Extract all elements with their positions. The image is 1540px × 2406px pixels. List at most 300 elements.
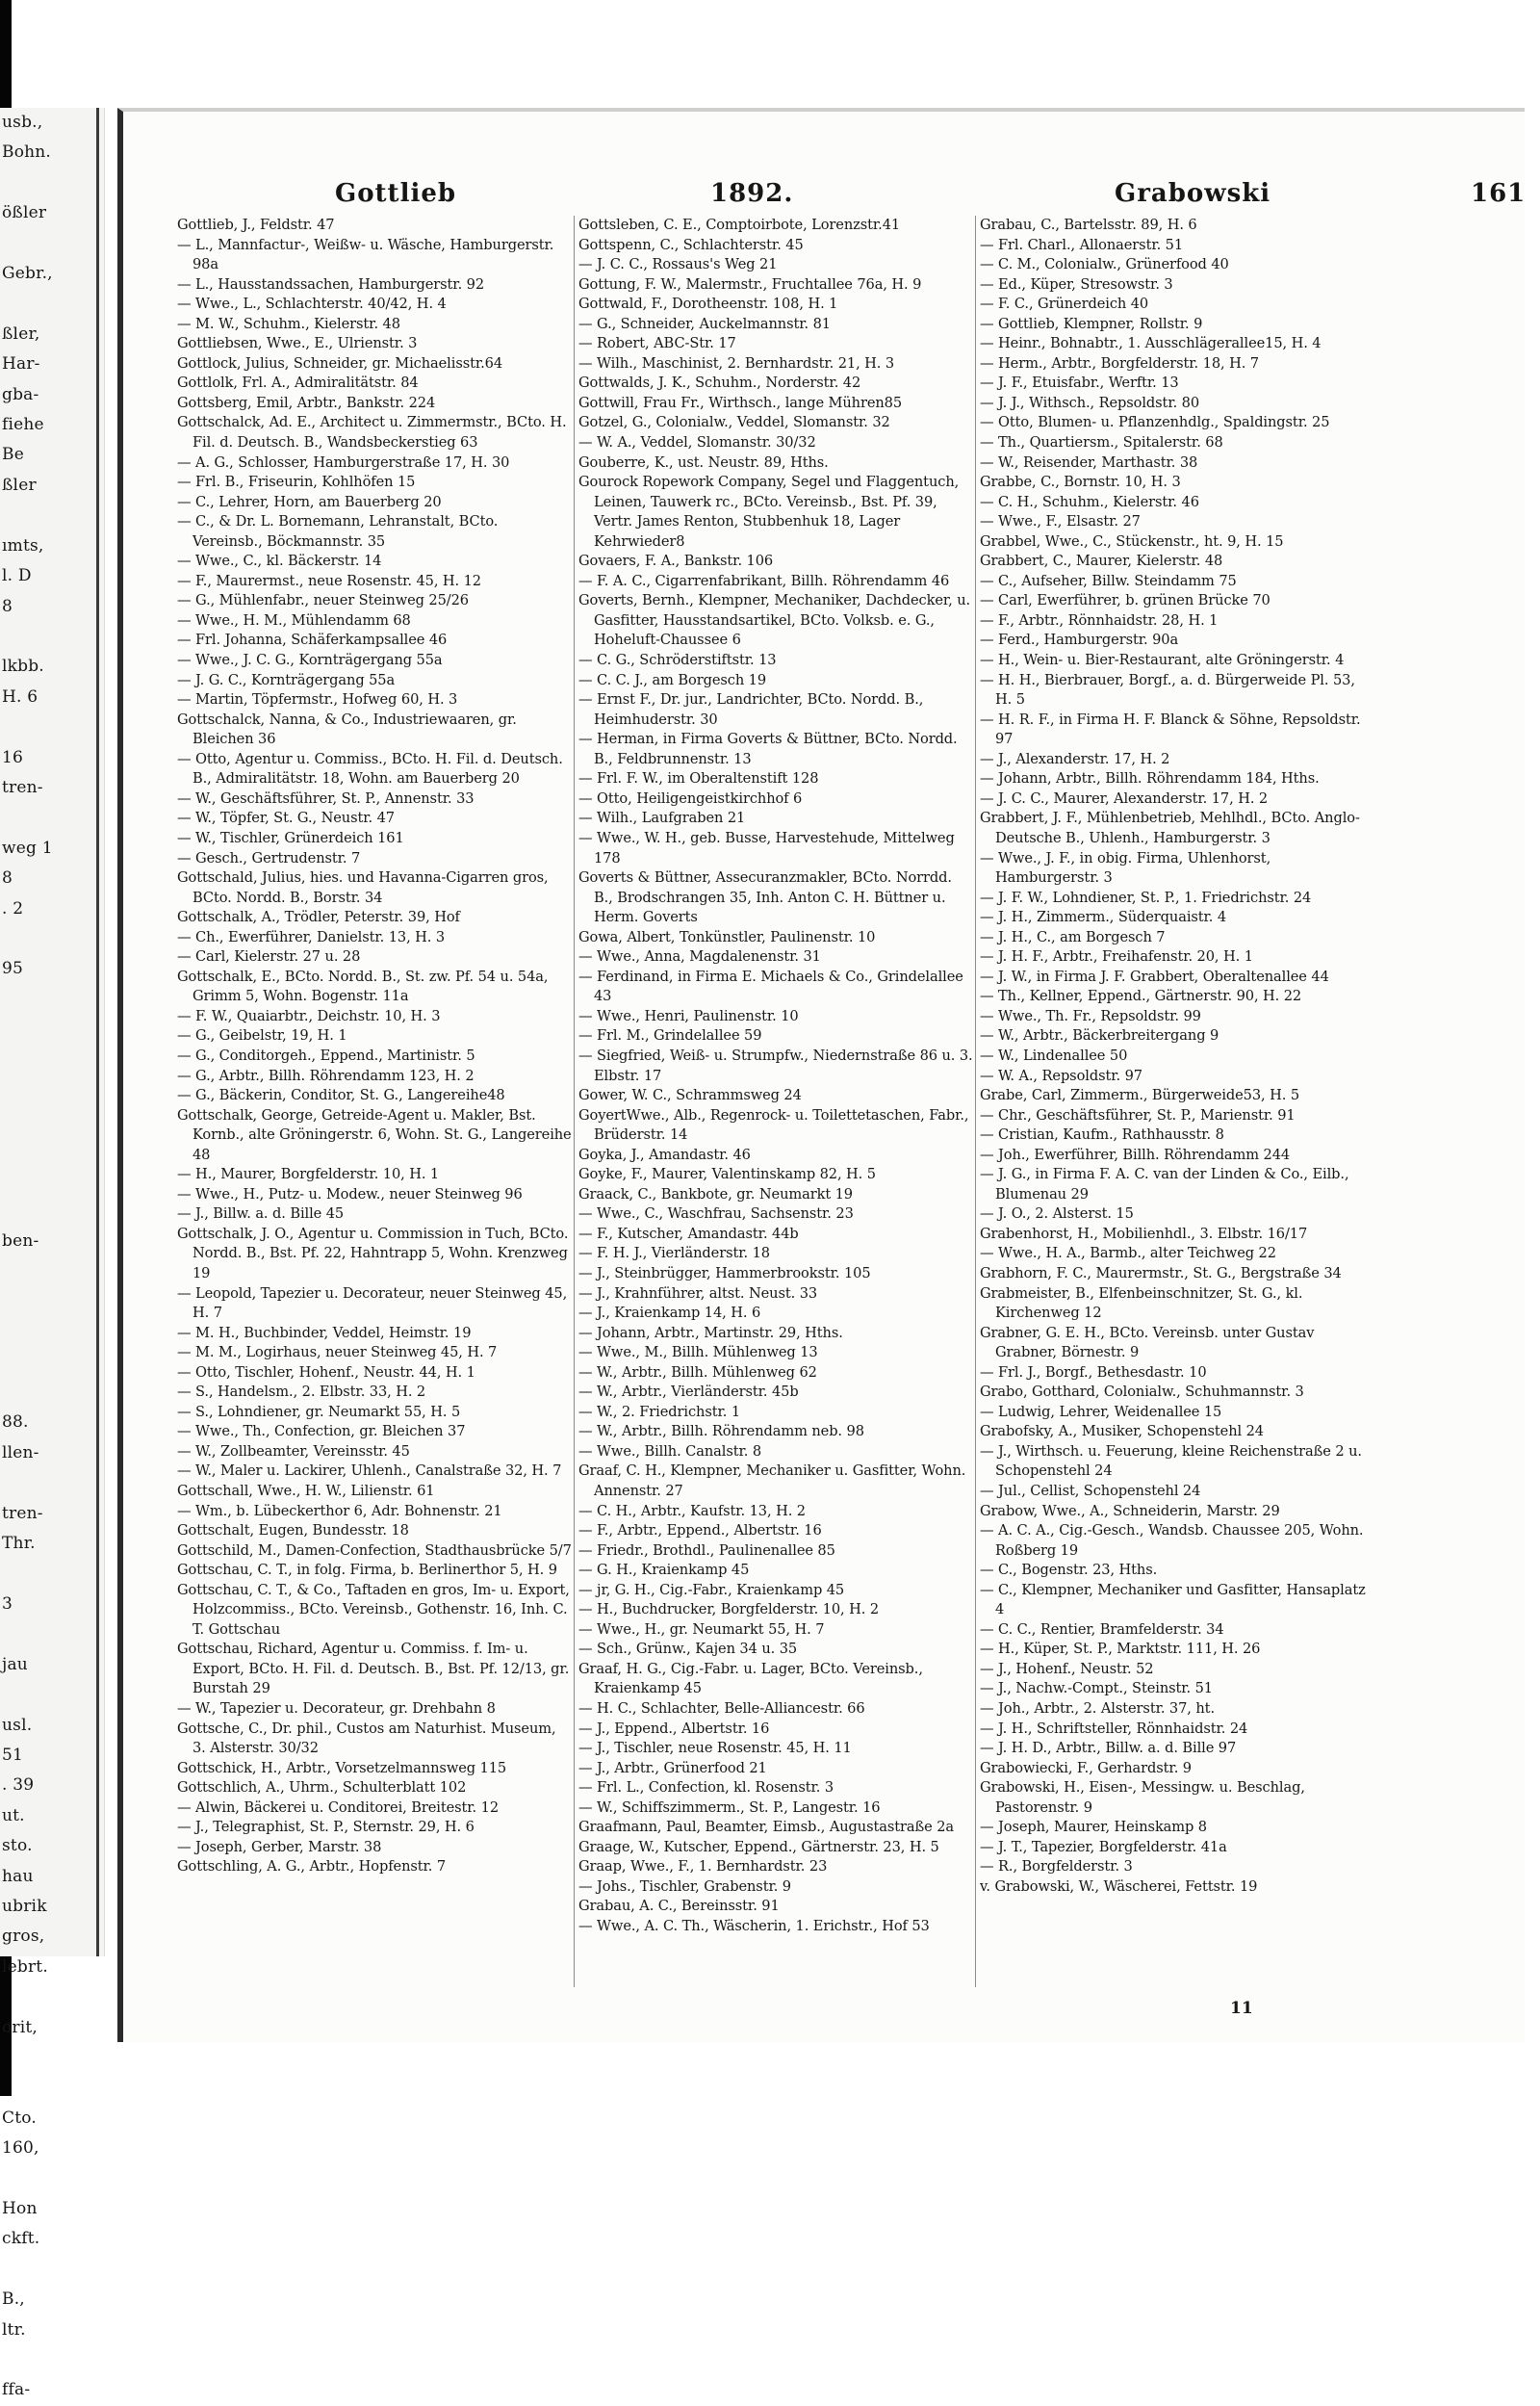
previous-page-fragment	[0, 1560, 104, 1590]
directory-entry: Govaers, F. A., Bankstr. 106	[578, 553, 774, 570]
directory-entry: — J. J., Withsch., Repsoldstr. 80	[980, 394, 1200, 411]
previous-page-fragment: tren-	[2, 1503, 43, 1523]
directory-entry: — J., Telegraphist, St. P., Sternstr. 29, H. 6	[177, 1819, 475, 1836]
directory-entry: — Johann, Arbtr., Martinstr. 29, Hths.	[578, 1324, 843, 1341]
directory-entry: Gottschalk, George, Getreide-Agent u. Makler, Bst. Kornb., alte Gröningerstr. 6, Wohn. St. G., Langereihe 48	[177, 1106, 572, 1163]
directory-entry: Graage, W., Kutscher, Eppend., Gärtnerstr. 23, H. 5	[578, 1838, 939, 1855]
directory-entry: — H. R. F., in Firma H. F. Blanck & Söhne, Repsoldstr. 97	[980, 711, 1361, 748]
previous-page-fragment: ben-	[2, 1231, 39, 1252]
previous-page-fragment	[0, 2073, 104, 2103]
previous-page-fragment: . 2	[2, 898, 24, 918]
directory-entry: Gourock Ropework Company, Segel und Flaggentuch, Leinen, Tauwerk rc., BCto. Vereinsb., Bst. Pf. 39, Vertr. James Renton, Stubbenhuk 18, Lager Kehrwieder8	[578, 474, 960, 550]
directory-entry: — W., Töpfer, St. G., Neustr. 47	[177, 810, 395, 827]
directory-entry: — W., 2. Friedrichstr. 1	[578, 1403, 741, 1420]
previous-page-fragment	[0, 1136, 104, 1166]
directory-entry: — Johann, Arbtr., Billh. Röhrendamm 184, Hths.	[980, 770, 1320, 788]
previous-page-fragment: 88.	[2, 1412, 29, 1433]
directory-entry: — F., Kutscher, Amandastr. 44b	[578, 1225, 799, 1242]
directory-entry: — Wwe., H., Putz- u. Modew., neuer Steinweg 96	[177, 1185, 523, 1203]
directory-entry: — Alwin, Bäckerei u. Conditorei, Breitestr. 12	[177, 1798, 499, 1816]
previous-page-fragment: usb.,	[2, 113, 43, 132]
previous-page-fragment	[0, 1378, 104, 1408]
column-divider	[574, 216, 575, 1987]
scan-top-margin	[0, 0, 1540, 56]
previous-page-fragment: 8	[2, 596, 13, 616]
directory-entry: — W., Tischler, Grünerdeich 161	[177, 829, 404, 846]
directory-entry: — J. T., Tapezier, Borgfelderstr. 41a	[980, 1838, 1227, 1855]
directory-entry: Gotzel, G., Colonialw., Veddel, Slomanstr. 32	[578, 414, 890, 431]
directory-entry: — Ferdinand, in Firma E. Michaels & Co., Grindelallee 43	[578, 968, 963, 1005]
previous-page-fragment: ımts,	[2, 535, 44, 556]
directory-entry: — Ed., Küper, Stresowstr. 3	[980, 275, 1173, 293]
previous-page-fragment	[0, 1075, 104, 1105]
directory-entry: — F. W., Quaiarbtr., Deichstr. 10, H. 3	[177, 1007, 441, 1024]
directory-entry: Grabbel, Wwe., C., Stückenstr., ht. 9, H. 15	[980, 532, 1284, 550]
directory-entry: Graaf, C. H., Klempner, Mechaniker u. Gasfitter, Wohn. Annenstr. 27	[578, 1462, 966, 1499]
directory-entry: Goyka, J., Amandastr. 46	[578, 1146, 751, 1163]
previous-page-fragment	[0, 229, 104, 259]
directory-entry: — Frl. M., Grindelallee 59	[578, 1027, 762, 1045]
directory-entry: Grabowiecki, F., Gerhardstr. 9	[980, 1759, 1192, 1776]
directory-entry: — Frl. B., Friseurin, Kohlhöfen 15	[177, 474, 416, 491]
directory-entry: Gottsberg, Emil, Arbtr., Bankstr. 224	[177, 394, 436, 411]
previous-page-fragment: Cto.	[2, 2108, 37, 2128]
previous-page-fragment	[0, 924, 104, 954]
directory-entry: Grabau, C., Bartelsstr. 89, H. 6	[980, 217, 1197, 233]
previous-page-fragment	[0, 289, 104, 319]
previous-page-fragment: jau	[2, 1654, 28, 1674]
previous-page-fragment	[0, 1982, 104, 2012]
previous-page-fragment	[0, 2164, 104, 2194]
directory-entry: — W., Arbtr., Vierländerstr. 45b	[578, 1384, 799, 1401]
previous-page-fragment: 16	[2, 747, 24, 767]
previous-page-fragment: lkbb.	[2, 657, 44, 677]
directory-entry: Grabner, G. E. H., BCto. Vereinsb. unter Gustav Grabner, Börnestr. 9	[980, 1324, 1315, 1361]
previous-page-fragment: tren-	[2, 777, 43, 797]
directory-entry: Goverts, Bernh., Klempner, Mechaniker, Dachdecker, u. Gasfitter, Hausstandsartikel, BCto. Volksb. e. G., Hoheluft-Chaussee 6	[578, 592, 971, 649]
directory-entry: — Wwe., W. H., geb. Busse, Harvestehude, Mittelweg 178	[578, 829, 955, 867]
directory-entry: — C., Bogenstr. 23, Hths.	[980, 1562, 1158, 1579]
previous-page-fragment	[0, 2345, 104, 2375]
directory-entry: Gottlock, Julius, Schneider, gr. Michaelisstr.64	[177, 354, 503, 372]
directory-entry: — Frl. Johanna, Schäferkampsallee 46	[177, 632, 448, 649]
directory-entry: — J. H., Zimmerm., Süderquaistr. 4	[980, 909, 1227, 926]
directory-entry: — Wwe., M., Billh. Mühlenweg 13	[578, 1344, 818, 1361]
directory-entry: — W., Zollbeamter, Vereinsstr. 45	[177, 1442, 410, 1460]
directory-entry: Gottwalds, J. K., Schuhm., Norderstr. 42	[578, 375, 861, 392]
directory-entry: Goverts & Büttner, Assecuranzmakler, BCto. Norrdd. B., Brodschrangen 35, Inh. Anton C. H. Büttner u. Herm. Goverts	[578, 869, 952, 926]
directory-entry: Gottschalk, J. O., Agentur u. Commission in Tuch, BCto. Nordd. B., Bst. Pf. 22, Hahntrapp 5, Wohn. Krenzweg 19	[177, 1225, 569, 1281]
directory-entry: — H. C., Schlachter, Belle-Alliancestr. 66	[578, 1700, 865, 1718]
directory-entry: — W., Arbtr., Bäckerbreitergang 9	[980, 1027, 1219, 1045]
directory-entry: — F., Maurermst., neue Rosenstr. 45, H. 12	[177, 572, 481, 589]
directory-entry: Gottschling, A. G., Arbtr., Hopfenstr. 7	[177, 1858, 447, 1876]
directory-entry: Graaf, H. G., Cig.-Fabr. u. Lager, BCto. Vereinsb., Kraienkamp 45	[578, 1660, 923, 1697]
previous-page-fragment	[0, 1256, 104, 1286]
directory-entry: — Gottlieb, Klempner, Rollstr. 9	[980, 315, 1203, 332]
directory-entry: Gottung, F. W., Malermstr., Fruchtallee 76a, H. 9	[578, 275, 922, 293]
directory-entry: — C., & Dr. L. Bornemann, Lehranstalt, BCto. Vereinsb., Böckmannstr. 35	[177, 513, 499, 550]
directory-entry: — Ferd., Hamburgerstr. 90a	[980, 632, 1179, 649]
directory-entry: — Gesch., Gertrudenstr. 7	[177, 849, 361, 867]
header-first-name: Gottlieb	[335, 179, 457, 208]
directory-entry: — J. C. C., Maurer, Alexanderstr. 17, H. 2	[980, 789, 1269, 807]
previous-page-fragment: ößler	[2, 203, 47, 223]
directory-entry: — W. A., Repsoldstr. 97	[980, 1067, 1142, 1084]
directory-entry: Gottschlich, A., Uhrm., Schulterblatt 102	[177, 1779, 467, 1797]
directory-entry: — W., Schiffszimmerm., St. P., Langestr. 16	[578, 1798, 881, 1816]
previous-page-fragment	[0, 2255, 104, 2285]
directory-entry: — W., Tapezier u. Decorateur, gr. Drehbahn 8	[177, 1700, 496, 1718]
previous-page-fragment	[0, 985, 104, 1015]
directory-entry: — C., Aufseher, Billw. Steindamm 75	[980, 572, 1237, 589]
previous-page-fragment	[0, 501, 104, 530]
directory-entry: Goyke, F., Maurer, Valentinskamp 82, H. 5	[578, 1166, 876, 1183]
directory-entry: — Johs., Tischler, Grabenstr. 9	[578, 1877, 791, 1895]
directory-entry: — Carl, Ewerführer, b. grünen Brücke 70	[980, 592, 1270, 609]
directory-entry: Gottschalk, E., BCto. Nordd. B., St. zw. Pf. 54 u. 54a, Grimm 5, Wohn. Bogenstr. 11a	[177, 968, 549, 1005]
directory-entry: — J., Wirthsch. u. Feuerung, kleine Reichenstraße 2 u. Schopenstehl 24	[980, 1442, 1362, 1480]
directory-entry: — Wwe., C., kl. Bäckerstr. 14	[177, 553, 382, 570]
previous-page-fragment: Be	[2, 445, 24, 465]
directory-entry: — Otto, Tischler, Hohenf., Neustr. 44, H. 1	[177, 1363, 475, 1381]
directory-entry: — G. H., Kraienkamp 45	[578, 1562, 750, 1579]
directory-entry: — Th., Kellner, Eppend., Gärtnerstr. 90, H. 22	[980, 988, 1302, 1005]
directory-entry: — C. C. J., am Borgesch 19	[578, 671, 767, 688]
directory-entry: — W., Lindenallee 50	[980, 1047, 1128, 1064]
previous-page-fragment: Thr.	[2, 1534, 36, 1554]
previous-page-fragment	[0, 2043, 104, 2073]
printer-signature: 11	[1230, 1999, 1253, 2018]
directory-entry: — Joseph, Maurer, Heinskamp 8	[980, 1819, 1207, 1836]
directory-entry: — C. H., Arbtr., Kaufstr. 13, H. 2	[578, 1502, 806, 1519]
directory-entry: — J., Krahnführer, altst. Neust. 33	[578, 1284, 818, 1302]
directory-entry: Gottschald, Julius, hies. und Havanna-Cigarren gros, BCto. Nordd. B., Borstr. 34	[177, 869, 549, 906]
directory-entry: — J. H., C., am Borgesch 7	[980, 928, 1166, 945]
directory-entry: — Otto, Agentur u. Commiss., BCto. H. Fil. d. Deutsch. B., Admiralitätstr. 18, Wohn. am Bauerberg 20	[177, 750, 563, 788]
directory-entry: — Sch., Grünw., Kajen 34 u. 35	[578, 1641, 798, 1658]
directory-entry: — W., Reisender, Marthastr. 38	[980, 453, 1198, 471]
directory-entry: — Frl. J., Borgf., Bethesdastr. 10	[980, 1363, 1207, 1381]
directory-entry: — Friedr., Brothdl., Paulinenallee 85	[578, 1541, 835, 1559]
directory-entry: Gower, W. C., Schrammsweg 24	[578, 1087, 802, 1104]
directory-entry: Gottschau, C. T., in folg. Firma, b. Berlinerthor 5, H. 9	[177, 1562, 557, 1579]
directory-entry: — Wwe., F., Elsastr. 27	[980, 513, 1141, 530]
directory-entry: — J. F., Etuisfabr., Werftr. 13	[980, 375, 1179, 392]
directory-entry: — J. H. D., Arbtr., Billw. a. d. Bille 97	[980, 1740, 1237, 1757]
directory-entry: GoyertWwe., Alb., Regenrock- u. Toilettetaschen, Fabr., Brüderstr. 14	[578, 1106, 969, 1144]
previous-page-fragment	[0, 1015, 104, 1045]
previous-page-fragment: . 39	[2, 1775, 35, 1796]
directory-entry: — Wilh., Maschinist, 2. Bernhardstr. 21, H. 3	[578, 354, 895, 372]
directory-entry: — M. H., Buchbinder, Veddel, Heimstr. 19	[177, 1324, 472, 1341]
directory-entry: — R., Borgfelderstr. 3	[980, 1858, 1133, 1876]
directory-entry: Gottspenn, C., Schlachterstr. 45	[578, 236, 804, 253]
directory-entry: — A. G., Schlosser, Hamburgerstraße 17, H. 30	[177, 453, 510, 471]
directory-entry: — W., Arbtr., Billh. Mühlenweg 62	[578, 1363, 817, 1381]
previous-page-fragment	[0, 622, 104, 652]
directory-entry: — Chr., Geschäftsführer, St. P., Marienstr. 91	[980, 1106, 1296, 1124]
previous-page-fragment: sto.	[2, 1836, 33, 1856]
directory-entry: — Carl, Kielerstr. 27 u. 28	[177, 948, 361, 966]
directory-entry: — Wwe., H. M., Mühlendamm 68	[177, 611, 411, 629]
directory-entry: — Frl. F. W., im Oberaltenstift 128	[578, 770, 819, 788]
previous-page-fragment: Har-	[2, 354, 40, 375]
previous-page-fragment: l. D	[2, 566, 32, 586]
directory-entry: — J. F. W., Lohndiener, St. P., 1. Friedrichstr. 24	[980, 889, 1312, 906]
directory-entry: — J., Hohenf., Neustr. 52	[980, 1660, 1154, 1677]
previous-page-fragment	[0, 803, 104, 833]
previous-page-fragment	[0, 1105, 104, 1135]
directory-entry: — Joh., Ewerführer, Billh. Röhrendamm 244	[980, 1146, 1291, 1163]
directory-entry: Gowa, Albert, Tonkünstler, Paulinenstr. 10	[578, 928, 876, 945]
previous-page-fragment	[0, 1317, 104, 1347]
previous-page-fragment: 51	[2, 1745, 24, 1765]
directory-entry: — L., Hausstandssachen, Hamburgerstr. 92	[177, 275, 485, 293]
directory-entry: — W., Arbtr., Billh. Röhrendamm neb. 98	[578, 1423, 864, 1440]
directory-entry: — Wwe., H., gr. Neumarkt 55, H. 7	[578, 1620, 825, 1638]
directory-entry: Gottschalt, Eugen, Bundesstr. 18	[177, 1522, 409, 1539]
directory-entry: — G., Schneider, Auckelmannstr. 81	[578, 315, 831, 332]
directory-entry: — Wwe., J. F., in obig. Firma, Uhlenhorst, Hamburgerstr. 3	[980, 849, 1271, 887]
page-number: 161	[1471, 179, 1527, 208]
book-spine	[96, 108, 99, 1956]
directory-entry: — Robert, ABC-Str. 17	[578, 335, 736, 352]
previous-page-fragment	[0, 168, 104, 198]
directory-entry: — F. C., Grünerdeich 40	[980, 296, 1149, 313]
directory-entry: — J., Alexanderstr. 17, H. 2	[980, 750, 1170, 767]
directory-entry: Grabau, A. C., Bereinsstr. 91	[578, 1898, 780, 1915]
directory-entry: — S., Lohndiener, gr. Neumarkt 55, H. 5	[177, 1403, 461, 1420]
directory-entry: — Wwe., J. C. G., Kornträgergang 55a	[177, 652, 443, 669]
directory-entry: — J., Kraienkamp 14, H. 6	[578, 1305, 761, 1322]
directory-entry: — Wm., b. Lübeckerthor 6, Adr. Bohnenstr. 21	[177, 1502, 502, 1519]
directory-entry: — G., Conditorgeh., Eppend., Martinistr. 5	[177, 1047, 475, 1064]
directory-entry: — Leopold, Tapezier u. Decorateur, neuer Steinweg 45, H. 7	[177, 1284, 568, 1322]
previous-page-fragment: ltr.	[2, 2319, 26, 2340]
previous-page-fragment	[0, 712, 104, 742]
directory-entry: — Ernst F., Dr. jur., Landrichter, BCto. Nordd. B., Heimhuderstr. 30	[578, 691, 924, 728]
directory-entry: Gottschall, Wwe., H. W., Lilienstr. 61	[177, 1483, 435, 1499]
directory-entry: — Jul., Cellist, Schopenstehl 24	[980, 1483, 1201, 1499]
directory-entry: Gottsleben, C. E., Comptoirbote, Lorenzstr.41	[578, 217, 901, 233]
directory-entry: — F., Arbtr., Rönnhaidstr. 28, H. 1	[980, 611, 1219, 629]
directory-entry: — Frl. L., Confection, kl. Rosenstr. 3	[578, 1779, 834, 1797]
directory-entry: Grabmeister, B., Elfenbeinschnitzer, St. G., kl. Kirchenweg 12	[980, 1284, 1303, 1322]
previous-page-fragment	[0, 1468, 104, 1498]
directory-entry: — J. C. C., Rossaus's Weg 21	[578, 256, 778, 273]
directory-entry: — Wwe., Henri, Paulinenstr. 10	[578, 1007, 799, 1024]
directory-entry: — Heinr., Bohnabtr., 1. Ausschlägerallee15, H. 4	[980, 335, 1322, 352]
directory-entry: — J. G., in Firma F. A. C. van der Linden & Co., Eilb., Blumenau 29	[980, 1166, 1349, 1203]
directory-entry: — Wwe., C., Waschfrau, Sachsenstr. 23	[578, 1205, 854, 1223]
page-header	[123, 179, 1525, 218]
directory-entry: Grabowski, H., Eisen-, Messingw. u. Beschlag, Pastorenstr. 9	[980, 1779, 1305, 1816]
directory-entry: — Wwe., Anna, Magdalenenstr. 31	[578, 948, 821, 966]
directory-entry: — Otto, Heiligengeistkirchhof 6	[578, 789, 803, 807]
directory-entry: Gottliebsen, Wwe., E., Ulrienstr. 3	[177, 335, 418, 352]
directory-entry: — Ch., Ewerführer, Danielstr. 13, H. 3	[177, 928, 446, 945]
directory-entry: v. Grabowski, W., Wäscherei, Fettstr. 19	[980, 1877, 1258, 1895]
directory-entry: — M. W., Schuhm., Kielerstr. 48	[177, 315, 400, 332]
directory-entry: — Wwe., Th., Confection, gr. Bleichen 37	[177, 1423, 466, 1440]
directory-entry: — C. G., Schröderstiftstr. 13	[578, 652, 777, 669]
directory-entry: — C. C., Rentier, Bramfelderstr. 34	[980, 1620, 1224, 1638]
directory-entry: — J. H. F., Arbtr., Freihafenstr. 20, H. 1	[980, 948, 1253, 966]
directory-entry: Gottschau, Richard, Agentur u. Commiss. f. Im- u. Export, BCto. H. Fil. d. Deutsch. B., Bst. Pf. 12/13, gr. Burstah 29	[177, 1641, 570, 1697]
directory-entry: — Cristian, Kaufm., Rathhausstr. 8	[980, 1126, 1224, 1144]
directory-entry: Grabofsky, A., Musiker, Schopenstehl 24	[980, 1423, 1264, 1440]
directory-entry: — Herman, in Firma Goverts & Büttner, BCto. Nordd. B., Feldbrunnenstr. 13	[578, 731, 958, 767]
previous-page-fragment: weg 1	[2, 838, 53, 858]
directory-entry: — J., Steinbrügger, Hammerbrookstr. 105	[578, 1264, 871, 1281]
directory-entry: — J. H., Schriftsteller, Rönnhaidstr. 24	[980, 1720, 1248, 1737]
previous-page-fragment	[0, 1166, 104, 1196]
directory-entry: Graap, Wwe., F., 1. Bernhardstr. 23	[578, 1858, 828, 1876]
previous-page-fragment: B.,	[2, 2290, 25, 2310]
directory-entry: Gottschalck, Ad. E., Architect u. Zimmermstr., BCto. H. Fil. d. Deutsch. B., Wandsbeckerstieg 63	[177, 414, 567, 452]
directory-entry: — A. C. A., Cig.-Gesch., Wandsb. Chaussee 205, Wohn. Roßberg 19	[980, 1522, 1364, 1559]
directory-entry: — J. G. C., Kornträgergang 55a	[177, 671, 396, 688]
directory-entry: — Joh., Arbtr., 2. Alsterstr. 37, ht.	[980, 1700, 1215, 1718]
directory-entry: — Martin, Töpfermstr., Hofweg 60, H. 3	[177, 691, 458, 709]
directory-entry: Gouberre, K., ust. Neustr. 89, Hths.	[578, 453, 829, 471]
previous-page-fragment: 160,	[2, 2138, 39, 2159]
previous-page-fragment: H. 6	[2, 686, 38, 707]
directory-entry: — J., Arbtr., Grünerfood 21	[578, 1759, 767, 1776]
header-year: 1892.	[710, 179, 794, 208]
directory-entry: Grabhorn, F. C., Maurermstr., St. G., Bergstraße 34	[980, 1264, 1342, 1281]
directory-entry: — C., Klempner, Mechaniker und Gasfitter, Hansaplatz 4	[980, 1581, 1366, 1618]
directory-entry: — J., Billw. a. d. Bille 45	[177, 1205, 345, 1223]
previous-page-fragment: 95	[2, 959, 24, 979]
directory-column-1	[177, 216, 572, 1997]
directory-entry: — W. A., Veddel, Slomanstr. 30/32	[578, 434, 816, 452]
directory-entry: Graafmann, Paul, Beamter, Eimsb., Augustastraße 2a	[578, 1819, 954, 1836]
directory-entry: — J., Nachw.-Compt., Steinstr. 51	[980, 1680, 1213, 1697]
directory-entry: — Wwe., H. A., Barmb., alter Teichweg 22	[980, 1245, 1276, 1262]
directory-entry: — Joseph, Gerber, Marstr. 38	[177, 1838, 382, 1855]
directory-entry: — H., Maurer, Borgfelderstr. 10, H. 1	[177, 1166, 440, 1183]
directory-entry: — W., Maler u. Lackirer, Uhlenh., Canalstraße 32, H. 7	[177, 1462, 562, 1480]
directory-entry: — F. H. J., Vierländerstr. 18	[578, 1245, 770, 1262]
directory-entry: Grabo, Gotthard, Colonialw., Schuhmannstr. 3	[980, 1384, 1304, 1401]
previous-page-fragment: 8	[2, 868, 13, 889]
directory-entry: — G., Geibelstr, 19, H. 1	[177, 1027, 347, 1045]
previous-page-fragment: ckft.	[2, 2229, 40, 2249]
previous-page-fragment: Hon	[2, 2199, 38, 2219]
previous-page-fragment: ffa-	[2, 2380, 31, 2400]
directory-entry: Gottwill, Frau Fr., Wirthsch., lange Mühren85	[578, 394, 903, 411]
previous-page-fragment: gba-	[2, 384, 39, 404]
previous-page-fragment: usl.	[2, 1715, 33, 1735]
directory-entry: Grabe, Carl, Zimmerm., Bürgerweide53, H. 5	[980, 1087, 1299, 1104]
directory-entry: — Herm., Arbtr., Borgfelderstr. 18, H. 7	[980, 354, 1259, 372]
directory-entry: — Wwe., Billh. Canalstr. 8	[578, 1442, 762, 1460]
directory-entry: — Wwe., A. C. Th., Wäscherin, 1. Erichstr., Hof 53	[578, 1918, 930, 1935]
directory-entry: — jr, G. H., Cig.-Fabr., Kraienkamp 45	[578, 1581, 845, 1598]
previous-page-fragment: ubrik	[2, 1896, 47, 1916]
directory-page	[117, 108, 1525, 2042]
directory-entry: — M. M., Logirhaus, neuer Steinweg 45, H. 7	[177, 1344, 498, 1361]
directory-entry: — L., Mannfactur-, Weißw- u. Wäsche, Hamburgerstr. 98a	[177, 236, 554, 273]
directory-entry: — C. H., Schuhm., Kielerstr. 46	[980, 493, 1199, 510]
previous-page-fragment: 3	[2, 1593, 13, 1614]
directory-entry: — Otto, Blumen- u. Pflanzenhdlg., Spaldingstr. 25	[980, 414, 1330, 431]
previous-page-fragment: lebrt.	[2, 1956, 48, 1977]
directory-entry: Gottschalck, Nanna, & Co., Industriewaaren, gr. Bleichen 36	[177, 711, 517, 748]
directory-entry: Gottsche, C., Dr. phil., Custos am Naturhist. Museum, 3. Alsterstr. 30/32	[177, 1720, 556, 1757]
directory-entry: — Siegfried, Weiß- u. Strumpfw., Niedernstraße 86 u. 3. Elbstr. 17	[578, 1047, 973, 1084]
directory-entry: Gottschalk, A., Trödler, Peterstr. 39, Hof	[177, 909, 460, 926]
directory-entry: — Ludwig, Lehrer, Weidenallee 15	[980, 1403, 1222, 1420]
directory-entry: Grabow, Wwe., A., Schneiderin, Marstr. 29	[980, 1502, 1280, 1519]
directory-entry: — G., Arbtr., Billh. Röhrendamm 123, H. 2	[177, 1067, 475, 1084]
directory-entry: — Th., Quartiersm., Spitalerstr. 68	[980, 434, 1223, 452]
directory-entry: — G., Bäckerin, Conditor, St. G., Langereihe48	[177, 1087, 505, 1104]
previous-page-fragment: ßler	[2, 475, 37, 495]
previous-page-fragment	[0, 1197, 104, 1227]
directory-entry: — F. A. C., Cigarrenfabrikant, Billh. Röhrendamm 46	[578, 572, 950, 589]
previous-page-fragment	[0, 1287, 104, 1317]
previous-page-fragment: gros,	[2, 1927, 45, 1947]
previous-page-fragment: ßler,	[2, 323, 40, 344]
previous-page-edge	[0, 108, 105, 2400]
directory-entry: — Frl. Charl., Allonaerstr. 51	[980, 236, 1184, 253]
directory-entry: — Wwe., Th. Fr., Repsoldstr. 99	[980, 1007, 1201, 1024]
column-divider	[975, 216, 976, 1987]
previous-page-fragment	[0, 1348, 104, 1378]
directory-entry: — Wwe., L., Schlachterstr. 40/42, H. 4	[177, 296, 447, 313]
directory-entry: — W., Geschäftsführer, St. P., Annenstr. 33	[177, 789, 475, 807]
previous-page-fragment	[0, 1680, 104, 1710]
previous-page-fragment: orit,	[2, 2017, 38, 2037]
directory-column-2	[578, 216, 973, 1997]
previous-page-fragment: hau	[2, 1866, 34, 1886]
directory-entry: Grabenhorst, H., Mobilienhdl., 3. Elbstr. 16/17	[980, 1225, 1308, 1242]
directory-entry: — C. M., Colonialw., Grünerfood 40	[980, 256, 1229, 273]
directory-entry: — Wilh., Laufgraben 21	[578, 810, 746, 827]
directory-entry: — H., Buchdrucker, Borgfelderstr. 10, H. 2	[578, 1601, 880, 1618]
directory-entry: Gottschau, C. T., & Co., Taftaden en gros, Im- u. Export, Holzcommiss., BCto. Vereinsb., Gothenstr. 16, Inh. C. T. Gottschau	[177, 1581, 570, 1638]
directory-entry: — J. W., in Firma J. F. Grabbert, Oberaltenallee 44	[980, 968, 1329, 985]
previous-page-fragment: ut.	[2, 1805, 25, 1825]
previous-page-fragment: fiehe	[2, 415, 44, 435]
directory-entry: — S., Handelsm., 2. Elbstr. 33, H. 2	[177, 1384, 426, 1401]
previous-page-fragment	[0, 1046, 104, 1075]
directory-entry: Gottwald, F., Dorotheenstr. 108, H. 1	[578, 296, 838, 313]
directory-entry: Grabbert, J. F., Mühlenbetrieb, Mehlhdl., BCto. Anglo-Deutsche B., Uhlenh., Hamburgerstr. 3	[980, 810, 1360, 846]
directory-entry: — J., Tischler, neue Rosenstr. 45, H. 11	[578, 1740, 852, 1757]
previous-page-fragment	[0, 1619, 104, 1649]
directory-entry: — H., Wein- u. Bier-Restaurant, alte Gröningerstr. 4	[980, 652, 1345, 669]
previous-page-fragment: llen-	[2, 1442, 39, 1462]
directory-entry: Gottschick, H., Arbtr., Vorsetzelmannsweg 115	[177, 1759, 507, 1776]
directory-entry: — J., Eppend., Albertstr. 16	[578, 1720, 770, 1737]
directory-column-3	[980, 216, 1374, 1997]
directory-entry: — G., Mühlenfabr., neuer Steinweg 25/26	[177, 592, 469, 609]
directory-entry: — H. H., Bierbrauer, Borgf., a. d. Bürgerweide Pl. 53, H. 5	[980, 671, 1355, 709]
directory-entry: Graack, C., Bankbote, gr. Neumarkt 19	[578, 1185, 853, 1203]
directory-entry: — F., Arbtr., Eppend., Albertstr. 16	[578, 1522, 822, 1539]
header-last-name: Grabowski	[1115, 179, 1271, 208]
directory-entry: — C., Lehrer, Horn, am Bauerberg 20	[177, 493, 442, 510]
directory-entry: Gottlolk, Frl. A., Admiralitätstr. 84	[177, 375, 419, 392]
directory-entry: — J. O., 2. Alsterst. 15	[980, 1205, 1134, 1223]
previous-page-fragment: Gebr.,	[2, 264, 53, 284]
directory-entry: Grabbe, C., Bornstr. 10, H. 3	[980, 474, 1181, 491]
directory-entry: Gottschild, M., Damen-Confection, Stadthausbrücke 5/7	[177, 1541, 572, 1559]
